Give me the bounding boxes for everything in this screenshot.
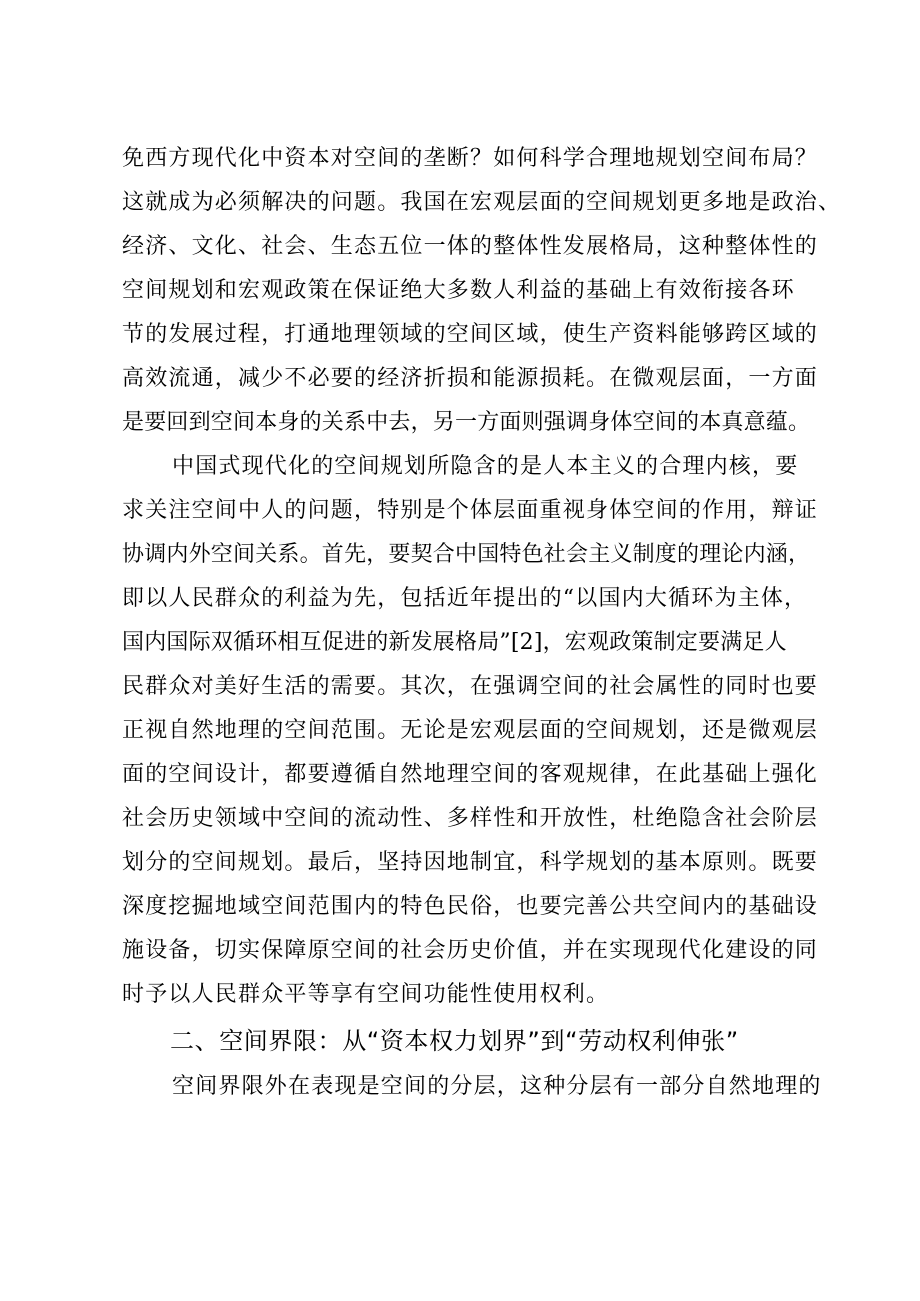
text-line: 划分的空间规划。最后，坚持因地制宜，科学规划的基本原则。既要 [122,850,819,875]
paragraph-3 [122,1065,822,1109]
text-line: 空间规划和宏观政策在保证绝大多数人利益的基础上有效衔接各环 [122,278,795,303]
text-line: 中国式现代化的空间规划所隐含的是人本主义的合理内核，要 [172,454,799,479]
text-line: 深度挖掘地域空间范围内的特色民俗，也要完善公共空间内的基础设 [122,894,819,919]
text-line: 民群众对美好生活的需要。其次，在强调空间的社会属性的同时也要 [122,674,819,699]
text-line: 即以人民群众的利益为先，包括近年提出的“以国内大循环为主体， [122,586,808,611]
text-line: 是要回到空间本身的关系中去，另一方面则强调身体空间的本真意蕴。 [122,410,811,435]
text-line: 经济、文化、社会、生态五位一体的整体性发展格局，这种整体性的 [122,234,819,259]
text-line: 协调内外空间关系。首先，要契合中国特色社会主义制度的理论内涵， [122,542,811,567]
text-line: 施设备，切实保障原空间的社会历史价值，并在实现现代化建设的同 [122,938,819,963]
text-line: 节的发展过程，打通地理领域的空间区域，使生产资料能够跨区域的 [122,322,819,347]
text-line: 这就成为必须解决的问题。我国在宏观层面的空间规划更多地是政治、 [122,190,842,215]
text-line: 面的空间设计，都要遵循自然地理空间的客观规律，在此基础上强化 [122,762,819,787]
section-heading: 二、空间界限：从“资本权力划界”到“劳动权利伸张” [170,1027,739,1055]
text-line: 时予以人民群众平等享有空间功能性使用权利。 [122,982,610,1007]
text-line: 国内国际双循环相互促进的新发展格局”[2]，宏观政策制定要满足人 [122,630,787,655]
text-line: 高效流通，减少不必要的经济折损和能源损耗。在微观层面，一方面 [122,366,819,391]
text-line: 正视自然地理的空间范围。无论是宏观层面的空间规划，还是微观层 [122,718,819,743]
paragraph-2 [122,445,822,1017]
text-line: 免西方现代化中资本对空间的垄断？如何科学合理地规划空间布局？ [122,146,819,171]
text-line: 求关注空间中人的问题，特别是个体层面重视身体空间的作用，辩证 [122,498,819,523]
document-body [122,137,842,1109]
text-line: 空间界限外在表现是空间的分层，这种分层有一部分自然地理的 [172,1074,822,1099]
text-line: 社会历史领域中空间的流动性、多样性和开放性，杜绝隐含社会阶层 [122,806,819,831]
paragraph-1 [122,137,842,445]
